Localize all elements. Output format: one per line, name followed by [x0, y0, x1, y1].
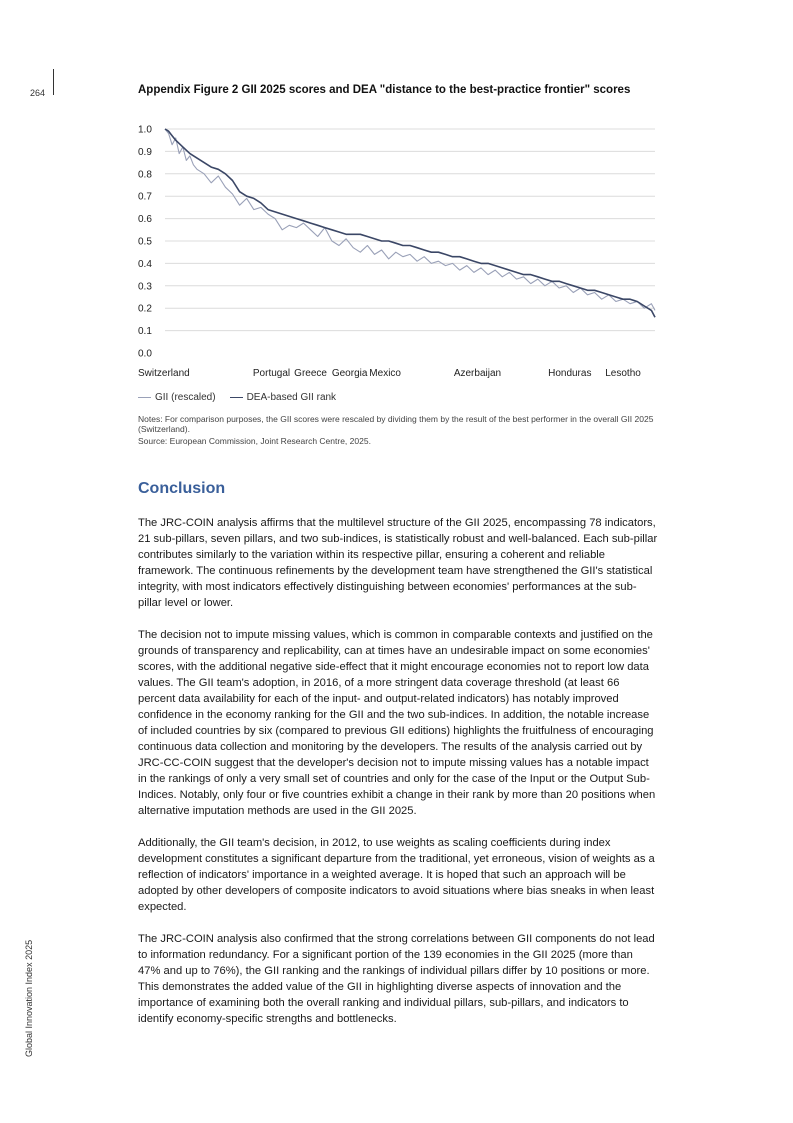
x-tick-label: Greece [294, 368, 327, 379]
y-tick-label: 0.6 [138, 214, 152, 226]
running-footer-label: Global Innovation Index 2025 [24, 939, 34, 1057]
line-chart [130, 110, 670, 390]
figure-notes-text: Notes: For comparison purposes, the GII scores were rescaled by dividing them by the result of the best performer in the overall GII 2025 (Switzerland). [138, 414, 654, 434]
series-line-dea [165, 129, 655, 317]
legend-swatch-dea [230, 397, 243, 399]
page-number: 264 [30, 88, 46, 98]
series-line-gii [165, 129, 655, 310]
section-heading-conclusion: Conclusion [138, 480, 226, 497]
y-tick-label: 0.2 [138, 303, 152, 315]
y-tick-label: 0.4 [138, 258, 152, 270]
chart-x-labels [138, 368, 641, 379]
x-tick-label: Georgia [331, 368, 368, 379]
chart-legend [138, 392, 336, 403]
x-tick-label: Azerbaijan [453, 368, 502, 379]
chart-gridlines [165, 129, 655, 331]
conclusion-paragraph-2: The decision not to impute missing values, which is common in comparable contexts and justified on the grounds of transparency and replicability, can at times have an undesirable impact on some economies' scores, with the additional negative side-effect that it might encourage economies not to report low data values. The GII team's adoption, in 2016, of a more stringent data coverage threshold (at least 66 percent data availability for each of the input- and output-related indicators) has notably improved confidence in the economy ranking for the GII and the two sub-indices. In addition, the notable increase of included countries by six (compared to previous GII editions) highlights the fruitfulness of encouraging continuous data collection and monitoring by the developers. The results of the analysis carried out by JRC-CC-COIN suggest that the developer's decision not to impute missing values has a notable impact in the rankings of only a very small set of countries and only for the case of the Input or the Output Sub-Indices. Notably, only four or five countries exhibit a change in their rank by more than 20 positions when alternative imputation methods are used in the GII 2025. [138, 629, 656, 817]
y-tick-label: 0.1 [138, 326, 152, 338]
conclusion-paragraph-1: The JRC-COIN analysis affirms that the multilevel structure of the GII 2025, encompassing 78 indicators, 21 sub-pillars, seven pillars, and two sub-indices, is statistically robust and well-balanced. Each sub-pillar contributes similarly to the variation within its respective pillar, ensuring a coherent and reliable framework. The continuous refinements by the development team have strengthened the GII's statistical integrity, with most indicators effectively distinguishing between economies' performances at the sub-pillar level or lower. [138, 517, 658, 609]
y-tick-label: 0.8 [138, 169, 152, 181]
x-tick-label: Mexico [369, 368, 401, 379]
conclusion-paragraph-3: Additionally, the GII team's decision, in 2012, to use weights as scaling coefficients during index development constitutes a significant departure from the traditional, yet erroneous, vision of weights as a reflection of indicators' importance in a weighted average. It is hoped that such an approach will be adopted by other developers of composite indicators to avoid situations where bias sneaks in when least expected. [138, 837, 655, 913]
figure-title: Appendix Figure 2 GII 2025 scores and DEA "distance to the best-practice frontier" scores [138, 84, 631, 96]
figure-notes [138, 414, 658, 446]
legend-swatch-gii [138, 397, 151, 398]
chart-y-ticks [138, 125, 152, 360]
legend-label-dea: DEA-based GII rank [246, 392, 337, 403]
chart-lines [165, 129, 655, 317]
figure-source: Source: European Commission, Joint Research Centre, 2025. [138, 436, 371, 446]
y-tick-label: 0.9 [138, 146, 152, 158]
conclusion-body [138, 515, 658, 1043]
x-tick-label: Portugal [252, 368, 291, 379]
page-rule [53, 69, 54, 95]
x-tick-label: Lesotho [605, 368, 641, 379]
conclusion-paragraph-4: The JRC-COIN analysis also confirmed that the strong correlations between GII components do not lead to information redundancy. For a significant portion of the 139 economies in the GII 2025 (more than 47% and up to 76%), the GII ranking and the rankings of individual pillars differ by 10 positions or more. This demonstrates the added value of the GII in highlighting diverse aspects of innovation and the importance of examining both the overall ranking and individual pillars, sub-pillars, and indicators to identify economy-specific strengths and bottlenecks. [138, 933, 655, 1025]
y-tick-label: 1.0 [138, 124, 152, 136]
x-tick-label: Switzerland [138, 368, 190, 379]
x-tick-label: Honduras [548, 368, 592, 379]
y-tick-label: 0.0 [138, 348, 152, 360]
y-tick-label: 0.5 [138, 236, 152, 248]
legend-label-gii: GII (rescaled) [155, 392, 216, 403]
y-tick-label: 0.7 [138, 191, 152, 203]
y-tick-label: 0.3 [138, 281, 152, 293]
